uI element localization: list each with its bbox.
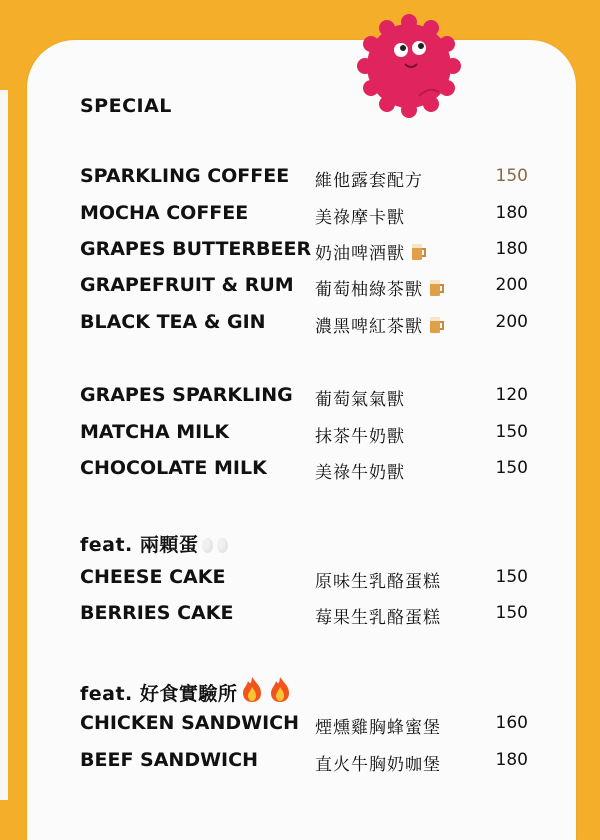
section-title-text: feat. 兩顆蛋 <box>80 534 199 556</box>
item-price: 180 <box>495 239 528 259</box>
item-name-zh: 抹茶牛奶獸 <box>315 427 405 447</box>
beer-mug-icon <box>429 316 445 334</box>
item-name-zh: 煙燻雞胸蜂蜜堡 <box>315 718 441 738</box>
item-price: 200 <box>495 275 528 295</box>
item-price: 150 <box>495 458 528 478</box>
item-name-zh: 美祿摩卡獸 <box>315 208 405 228</box>
section-title-text: feat. 好食實驗所 <box>80 683 238 705</box>
menu-item <box>80 238 540 268</box>
item-name-en: CHEESE CAKE <box>80 566 226 588</box>
item-name-zh: 莓果生乳酪蛋糕 <box>315 608 441 628</box>
menu-item <box>80 274 540 304</box>
item-price: 200 <box>495 312 528 332</box>
item-price: 120 <box>495 385 528 405</box>
item-name-en: BEEF SANDWICH <box>80 749 258 771</box>
section-title-special: SPECIAL <box>80 95 172 117</box>
menu-item <box>80 749 540 779</box>
item-name-zh <box>315 312 445 337</box>
item-price: 160 <box>495 713 528 733</box>
item-price: 180 <box>495 203 528 223</box>
menu-item <box>80 421 540 451</box>
item-price: 150 <box>495 166 528 186</box>
item-price: 180 <box>495 750 528 770</box>
item-name-zh <box>315 275 445 300</box>
item-name-en: GRAPES BUTTERBEER <box>80 238 312 260</box>
item-name-en: SPARKLING COFFEE <box>80 165 290 187</box>
neighbor-card-edge <box>0 90 8 800</box>
item-name-zh: 原味生乳酪蛋糕 <box>315 572 441 592</box>
item-name-zh-text: 濃黑啤紅茶獸 <box>315 317 423 337</box>
item-name-en: MOCHA COFFEE <box>80 202 249 224</box>
pink-monster-mascot-icon <box>355 12 463 120</box>
item-name-en: GRAPEFRUIT & RUM <box>80 274 294 296</box>
section-title-feat-lab <box>80 675 293 706</box>
menu-item <box>80 311 540 341</box>
item-name-en: GRAPES SPARKLING <box>80 384 293 406</box>
menu-item <box>80 202 540 232</box>
menu-item <box>80 457 540 487</box>
fire-icon <box>267 675 293 703</box>
menu-item <box>80 602 540 632</box>
egg-icon <box>202 538 213 553</box>
item-name-en: BLACK TEA & GIN <box>80 311 266 333</box>
menu-item <box>80 165 540 195</box>
section-title-feat-eggs <box>80 530 228 557</box>
beer-mug-icon <box>411 243 427 261</box>
item-name-zh: 維他露套配方 <box>315 171 423 191</box>
item-name-en: MATCHA MILK <box>80 421 230 443</box>
item-name-zh-text: 葡萄柚綠茶獸 <box>315 280 423 300</box>
item-name-en: BERRIES CAKE <box>80 602 234 624</box>
item-price: 150 <box>495 422 528 442</box>
item-name-en: CHICKEN SANDWICH <box>80 712 300 734</box>
menu-item <box>80 712 540 742</box>
menu-item <box>80 384 540 414</box>
item-name-zh: 葡萄氣氣獸 <box>315 390 405 410</box>
fire-icon <box>239 675 265 703</box>
item-name-zh: 美祿牛奶獸 <box>315 463 405 483</box>
item-name-en: CHOCOLATE MILK <box>80 457 267 479</box>
egg-icon <box>217 538 228 553</box>
item-price: 150 <box>495 603 528 623</box>
item-name-zh-text: 奶油啤酒獸 <box>315 244 405 264</box>
beer-mug-icon <box>429 279 445 297</box>
menu-item <box>80 566 540 596</box>
item-name-zh <box>315 239 427 264</box>
item-price: 150 <box>495 567 528 587</box>
item-name-zh: 直火牛胸奶咖堡 <box>315 755 441 775</box>
